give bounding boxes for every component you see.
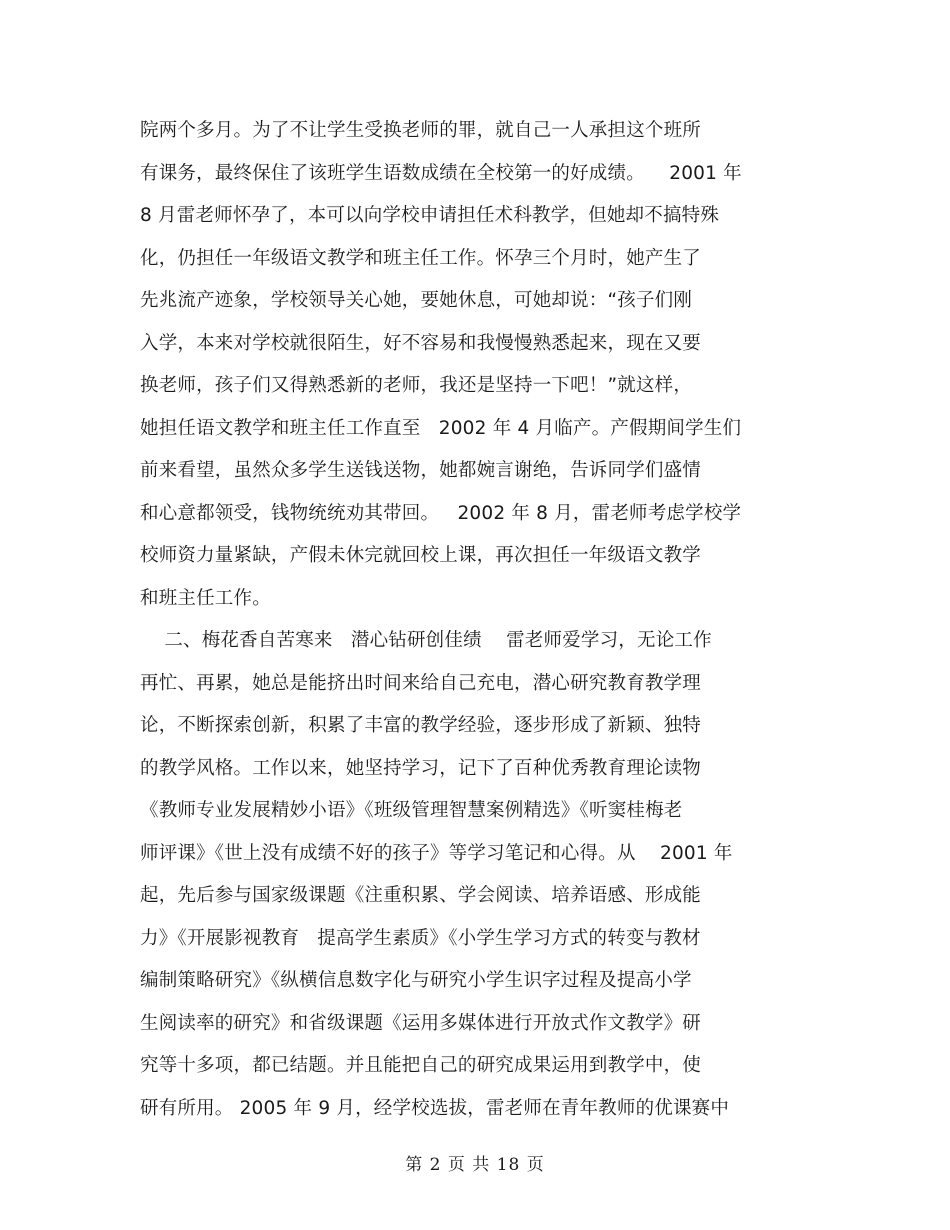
text-line: 和心意都领受，钱物统统劝其带回。 2002 年 8 月，雷老师考虑学校学 (140, 502, 742, 524)
text-line: 研有所用。 2005 年 9 月，经学校选拔，雷老师在青年教师的优课赛中 (140, 1097, 730, 1119)
text-line: 究等十多项，都已结题。并且能把自己的研究成果运用到教学中，使 (140, 1055, 702, 1076)
text-line: 的教学风格。工作以来，她坚持学习，记下了百种优秀教育理论读物 (140, 757, 702, 779)
text-line: 再忙、再累，她总是能挤出时间来给自己充电，潜心研究教育教学理 (140, 672, 702, 694)
text-line: 化，仍担任一年级语文教学和班主任工作。怀孕三个月时，她产生了 (140, 247, 702, 269)
text-line: 8 月雷老师怀孕了，本可以向学校申请担任术科教学，但她却不搞特殊 (140, 205, 720, 226)
text-line: 师评课》《世上没有成绩不好的孩子》等学习笔记和心得。从 2001 年 (140, 842, 733, 864)
text-line: 《教师专业发展精妙小语》《班级管理智慧案例精选》《听窦桂梅老 (140, 800, 683, 821)
text-line: 前来看望，虽然众多学生送钱送物，她都婉言谢绝，告诉同学们盛情 (140, 460, 702, 481)
page-number-footer: 第 2 页 共 18 页 (405, 1155, 545, 1175)
body-text (140, 110, 820, 1130)
section-heading-line: 二、梅花香自苦寒来 潜心钻研创佳绩 雷老师爱学习，无论工作 (140, 630, 712, 651)
text-line: 换老师，孩子们又得熟悉新的老师，我还是坚持一下吧！”就这样， (140, 375, 693, 396)
text-line: 有课务，最终保住了该班学生语数成绩在全校第一的好成绩。 2001 年 (140, 162, 742, 184)
text-line: 起，先后参与国家级课题《注重积累、学会阅读、培养语感、形成能 (140, 885, 702, 906)
text-line: 论，不断探索创新，积累了丰富的教学经验，逐步形成了新颖、独特 (140, 715, 702, 736)
text-line: 和班主任工作。 (140, 587, 271, 609)
text-line: 编制策略研究》《纵横信息数字化与研究小学生识字过程及提高小学 (140, 970, 692, 991)
text-line: 校师资力量紧缺，产假未休完就回校上课，再次担任一年级语文教学 (140, 545, 702, 566)
text-line: 她担任语文教学和班主任工作直至 2002 年 4 月临产。产假期间学生们 (140, 417, 742, 439)
text-line: 生阅读率的研究》和省级课题《运用多媒体进行开放式作文教学》研 (140, 1012, 702, 1034)
text-line: 力》《开展影视教育 提高学生素质》《小学生学习方式的转变与教材 (140, 927, 701, 949)
text-line: 院两个多月。为了不让学生受换老师的罪，就自己一人承担这个班所 (140, 120, 702, 141)
text-line: 入学，本来对学校就很陌生，好不容易和我慢慢熟悉起来，现在又要 (140, 332, 702, 354)
text-line: 先兆流产迹象，学校领导关心她，要她休息，可她却说：“孩子们刚 (140, 290, 693, 311)
